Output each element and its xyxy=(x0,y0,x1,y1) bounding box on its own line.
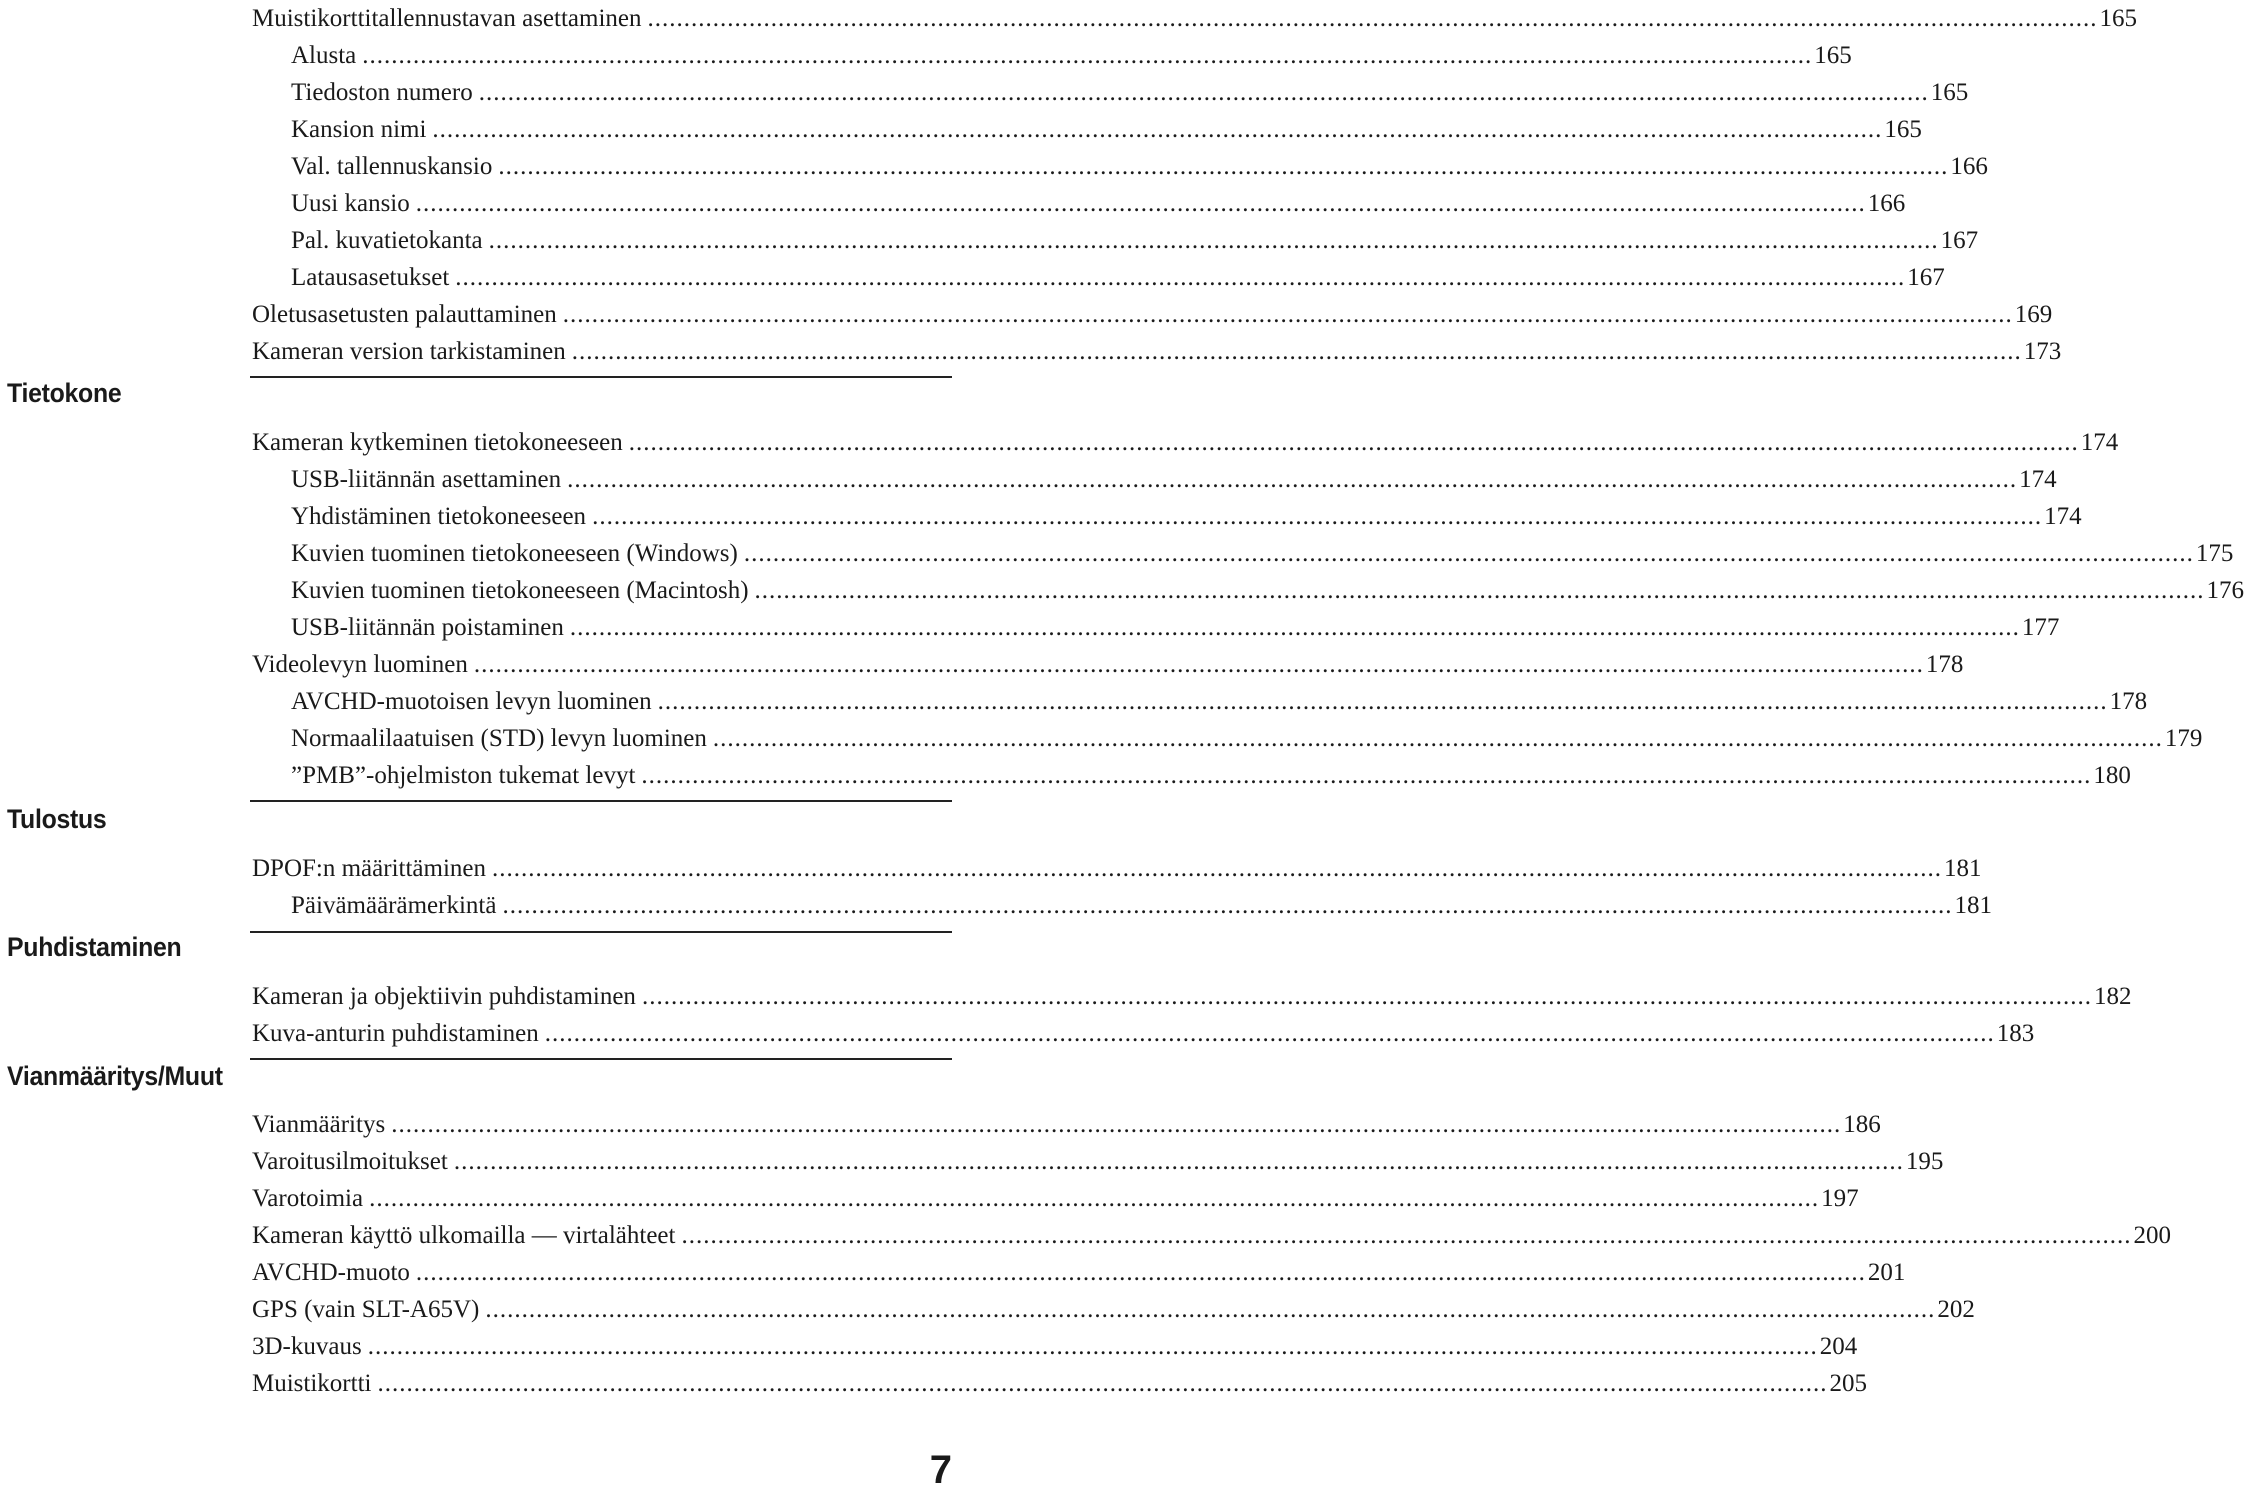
toc-entry-page: 165 xyxy=(1930,79,1969,106)
section-rule-vianmaaritys xyxy=(250,1058,952,1060)
toc-entry-page: 201 xyxy=(1867,1259,1906,1286)
toc-entry-title: Alusta xyxy=(291,42,357,69)
toc-entry-page: 181 xyxy=(1944,855,1982,882)
section-rule-puhdistaminen xyxy=(250,931,952,933)
dot-leader: ........................................................................................................................................................................................................ xyxy=(502,892,1953,919)
dot-leader: ........................................................................................................................................................................................................ xyxy=(567,466,2018,493)
toc-list-tulostus xyxy=(252,850,1992,924)
section-heading-tietokone: Tietokone xyxy=(7,378,122,408)
toc-entry-title: Varoitusilmoitukset xyxy=(252,1148,448,1175)
toc-entry-page: 195 xyxy=(1905,1148,1944,1175)
section-rule-tulostus xyxy=(250,800,952,802)
toc-entry[interactable] xyxy=(252,1143,1944,1180)
toc-entry[interactable] xyxy=(252,1254,1906,1291)
toc-entry-page: 197 xyxy=(1821,1185,1859,1212)
toc-entry-page: 181 xyxy=(1954,892,1992,919)
section-heading-vianmaaritys: Vianmääritys/Muut xyxy=(7,1061,223,1091)
section-rule-tietokone xyxy=(250,376,952,378)
toc-entry-title: Normaalilaatuisen (STD) levyn luominen xyxy=(291,725,707,752)
toc-entry[interactable] xyxy=(252,222,1979,259)
toc-entry-title: Päivämäärämerkintä xyxy=(291,892,497,919)
toc-entry-title: Kameran käyttö ulkomailla — virtalähteet xyxy=(252,1222,676,1249)
toc-entry-title: GPS (vain SLT-A65V) xyxy=(252,1296,480,1323)
toc-entry[interactable] xyxy=(252,1291,1975,1328)
toc-entry-page: 165 xyxy=(2099,5,2138,32)
toc-entry-title: DPOF:n määrittäminen xyxy=(252,855,486,882)
toc-entry-page: 183 xyxy=(1996,1020,2035,1047)
toc-entry-title: Kuva-anturin puhdistaminen xyxy=(252,1020,539,1047)
dot-leader: ........................................................................................................................................................................................................ xyxy=(492,855,1942,882)
toc-entry[interactable] xyxy=(252,461,2057,498)
toc-list-puhdistaminen xyxy=(252,978,2132,1052)
dot-leader: ........................................................................................................................................................................................................ xyxy=(569,614,2020,641)
toc-entry-page: 177 xyxy=(2021,614,2060,641)
toc-entry-title: Kameran kytkeminen tietokoneeseen xyxy=(252,429,623,456)
toc-entry[interactable] xyxy=(252,850,1982,887)
toc-entry[interactable] xyxy=(252,148,1988,185)
dot-leader: ........................................................................................................................................................................................................ xyxy=(754,577,2205,604)
toc-entry[interactable] xyxy=(252,535,2234,572)
toc-entry[interactable] xyxy=(252,757,2131,794)
toc-entry[interactable] xyxy=(252,646,1964,683)
toc-entry-page: 176 xyxy=(2206,577,2244,604)
toc-list-vianmaaritys xyxy=(252,1106,2171,1402)
dot-leader: ........................................................................................................................................................................................................ xyxy=(544,1020,1995,1047)
toc-entry-page: 173 xyxy=(2023,338,2062,365)
dot-leader: ........................................................................................................................................................................................................ xyxy=(415,190,1866,217)
toc-entry[interactable] xyxy=(252,1015,2035,1052)
toc-entry-title: USB-liitännän asettaminen xyxy=(291,466,562,493)
toc-entry-title: Videolevyn luominen xyxy=(252,651,468,678)
dot-leader: ........................................................................................................................................................................................................ xyxy=(377,1370,1828,1397)
toc-entry[interactable] xyxy=(252,185,1906,222)
toc-entry[interactable] xyxy=(252,978,2132,1015)
toc-entry-page: 182 xyxy=(2093,983,2132,1010)
toc-entry-page: 178 xyxy=(2109,688,2148,715)
toc-entry-title: Kuvien tuominen tietokoneeseen (Macintosh) xyxy=(291,577,749,604)
dot-leader: ........................................................................................................................................................................................................ xyxy=(712,725,2163,752)
toc-list-tietokone xyxy=(252,424,2244,794)
dot-leader: ........................................................................................................................................................................................................ xyxy=(455,264,1906,291)
toc-entry-title: Kuvien tuominen tietokoneeseen (Windows) xyxy=(291,540,738,567)
dot-leader: ........................................................................................................................................................................................................ xyxy=(641,762,2092,789)
dot-leader: ........................................................................................................................................................................................................ xyxy=(571,338,2022,365)
toc-entry-page: 165 xyxy=(1814,42,1852,69)
toc-entry-title: 3D-kuvaus xyxy=(252,1333,362,1360)
toc-entry-page: 205 xyxy=(1829,1370,1867,1397)
toc-entry-title: AVCHD-muotoisen levyn luominen xyxy=(291,688,652,715)
toc-entry-title: Tiedoston numero xyxy=(291,79,473,106)
toc-entry[interactable] xyxy=(252,887,1992,924)
toc-entry-page: 167 xyxy=(1940,227,1979,254)
dot-leader: ........................................................................................................................................................................................................ xyxy=(432,116,1883,143)
toc-entry-title: Kameran ja objektiivin puhdistaminen xyxy=(252,983,636,1010)
dot-leader: ........................................................................................................................................................................................................ xyxy=(415,1259,1866,1286)
toc-entry-page: 200 xyxy=(2133,1222,2171,1249)
toc-entry-title: Muistikorttitallennustavan asettaminen xyxy=(252,5,642,32)
dot-leader: ........................................................................................................................................................................................................ xyxy=(488,227,1939,254)
toc-entry-page: 169 xyxy=(2014,301,2053,328)
toc-entry[interactable] xyxy=(252,1328,1858,1365)
toc-entry-page: 179 xyxy=(2164,725,2203,752)
toc-entry[interactable] xyxy=(252,74,1969,111)
dot-leader: ........................................................................................................................................................................................................ xyxy=(485,1296,1936,1323)
toc-entry-page: 165 xyxy=(1884,116,1922,143)
toc-entry[interactable] xyxy=(252,498,2082,535)
toc-entry-title: ”PMB”-ohjelmiston tukemat levyt xyxy=(291,762,636,789)
toc-entry[interactable] xyxy=(252,259,1945,296)
toc-entry-page: 174 xyxy=(2080,429,2119,456)
dot-leader: ........................................................................................................................................................................................................ xyxy=(647,5,2098,32)
dot-leader: ........................................................................................................................................................................................................ xyxy=(592,503,2043,530)
toc-entry[interactable] xyxy=(252,333,2062,370)
toc-entry[interactable] xyxy=(252,37,1852,74)
toc-entry-title: Yhdistäminen tietokoneeseen xyxy=(291,503,587,530)
toc-entry[interactable] xyxy=(252,1217,2171,1254)
toc-entry[interactable] xyxy=(252,424,2119,461)
dot-leader: ........................................................................................................................................................................................................ xyxy=(362,42,1813,69)
dot-leader: ........................................................................................................................................................................................................ xyxy=(743,540,2194,567)
dot-leader: ........................................................................................................................................................................................................ xyxy=(628,429,2079,456)
toc-entry-title: AVCHD-muoto xyxy=(252,1259,410,1286)
toc-entry-title: Kansion nimi xyxy=(291,116,427,143)
toc-entry-title: Kameran version tarkistaminen xyxy=(252,338,566,365)
toc-entry-page: 174 xyxy=(2044,503,2082,530)
toc-entry-page: 175 xyxy=(2195,540,2234,567)
dot-leader: ........................................................................................................................................................................................................ xyxy=(478,79,1929,106)
section-heading-tulostus: Tulostus xyxy=(7,804,107,834)
toc-entry-page: 178 xyxy=(1925,651,1964,678)
toc-entry[interactable] xyxy=(252,720,2203,757)
toc-entry-title: Muistikortti xyxy=(252,1370,372,1397)
dot-leader: ........................................................................................................................................................................................................ xyxy=(562,301,2013,328)
dot-leader: ........................................................................................................................................................................................................ xyxy=(473,651,1924,678)
toc-entry[interactable] xyxy=(252,1180,1859,1217)
toc-entry[interactable] xyxy=(252,683,2148,720)
toc-entry-title: Pal. kuvatietokanta xyxy=(291,227,483,254)
toc-entry[interactable] xyxy=(252,0,2138,37)
toc-entry-page: 167 xyxy=(1907,264,1945,291)
toc-entry-title: Vianmääritys xyxy=(252,1111,386,1138)
toc-entry[interactable] xyxy=(252,111,1922,148)
toc-entry-title: Latausasetukset xyxy=(291,264,450,291)
toc-entry[interactable] xyxy=(252,1106,1881,1143)
dot-leader: ........................................................................................................................................................................................................ xyxy=(369,1185,1820,1212)
toc-entry-title: USB-liitännän poistaminen xyxy=(291,614,564,641)
dot-leader: ........................................................................................................................................................................................................ xyxy=(367,1333,1818,1360)
toc-entry[interactable] xyxy=(252,609,2060,646)
toc-entry-page: 186 xyxy=(1843,1111,1881,1138)
dot-leader: ........................................................................................................................................................................................................ xyxy=(641,983,2092,1010)
toc-entry-page: 180 xyxy=(2093,762,2131,789)
toc-entry-page: 202 xyxy=(1937,1296,1975,1323)
toc-entry-page: 166 xyxy=(1867,190,1906,217)
dot-leader: ........................................................................................................................................................................................................ xyxy=(453,1148,1904,1175)
dot-leader: ........................................................................................................................................................................................................ xyxy=(391,1111,1842,1138)
toc-entry-title: Oletusasetusten palauttaminen xyxy=(252,301,557,328)
toc-entry-page: 204 xyxy=(1819,1333,1858,1360)
toc-list-top xyxy=(252,0,2138,370)
toc-entry-title: Uusi kansio xyxy=(291,190,410,217)
page-number: 7 xyxy=(929,1448,952,1492)
dot-leader: ........................................................................................................................................................................................................ xyxy=(657,688,2108,715)
toc-entry-page: 174 xyxy=(2019,466,2057,493)
dot-leader: ........................................................................................................................................................................................................ xyxy=(681,1222,2132,1249)
toc-entry[interactable] xyxy=(252,572,2244,609)
dot-leader: ........................................................................................................................................................................................................ xyxy=(498,153,1949,180)
toc-entry-page: 166 xyxy=(1950,153,1988,180)
toc-entry[interactable] xyxy=(252,296,2053,333)
toc-entry-title: Varotoimia xyxy=(252,1185,364,1212)
section-heading-puhdistaminen: Puhdistaminen xyxy=(7,932,182,962)
toc-entry[interactable] xyxy=(252,1365,1867,1402)
toc-entry-title: Val. tallennuskansio xyxy=(291,153,493,180)
